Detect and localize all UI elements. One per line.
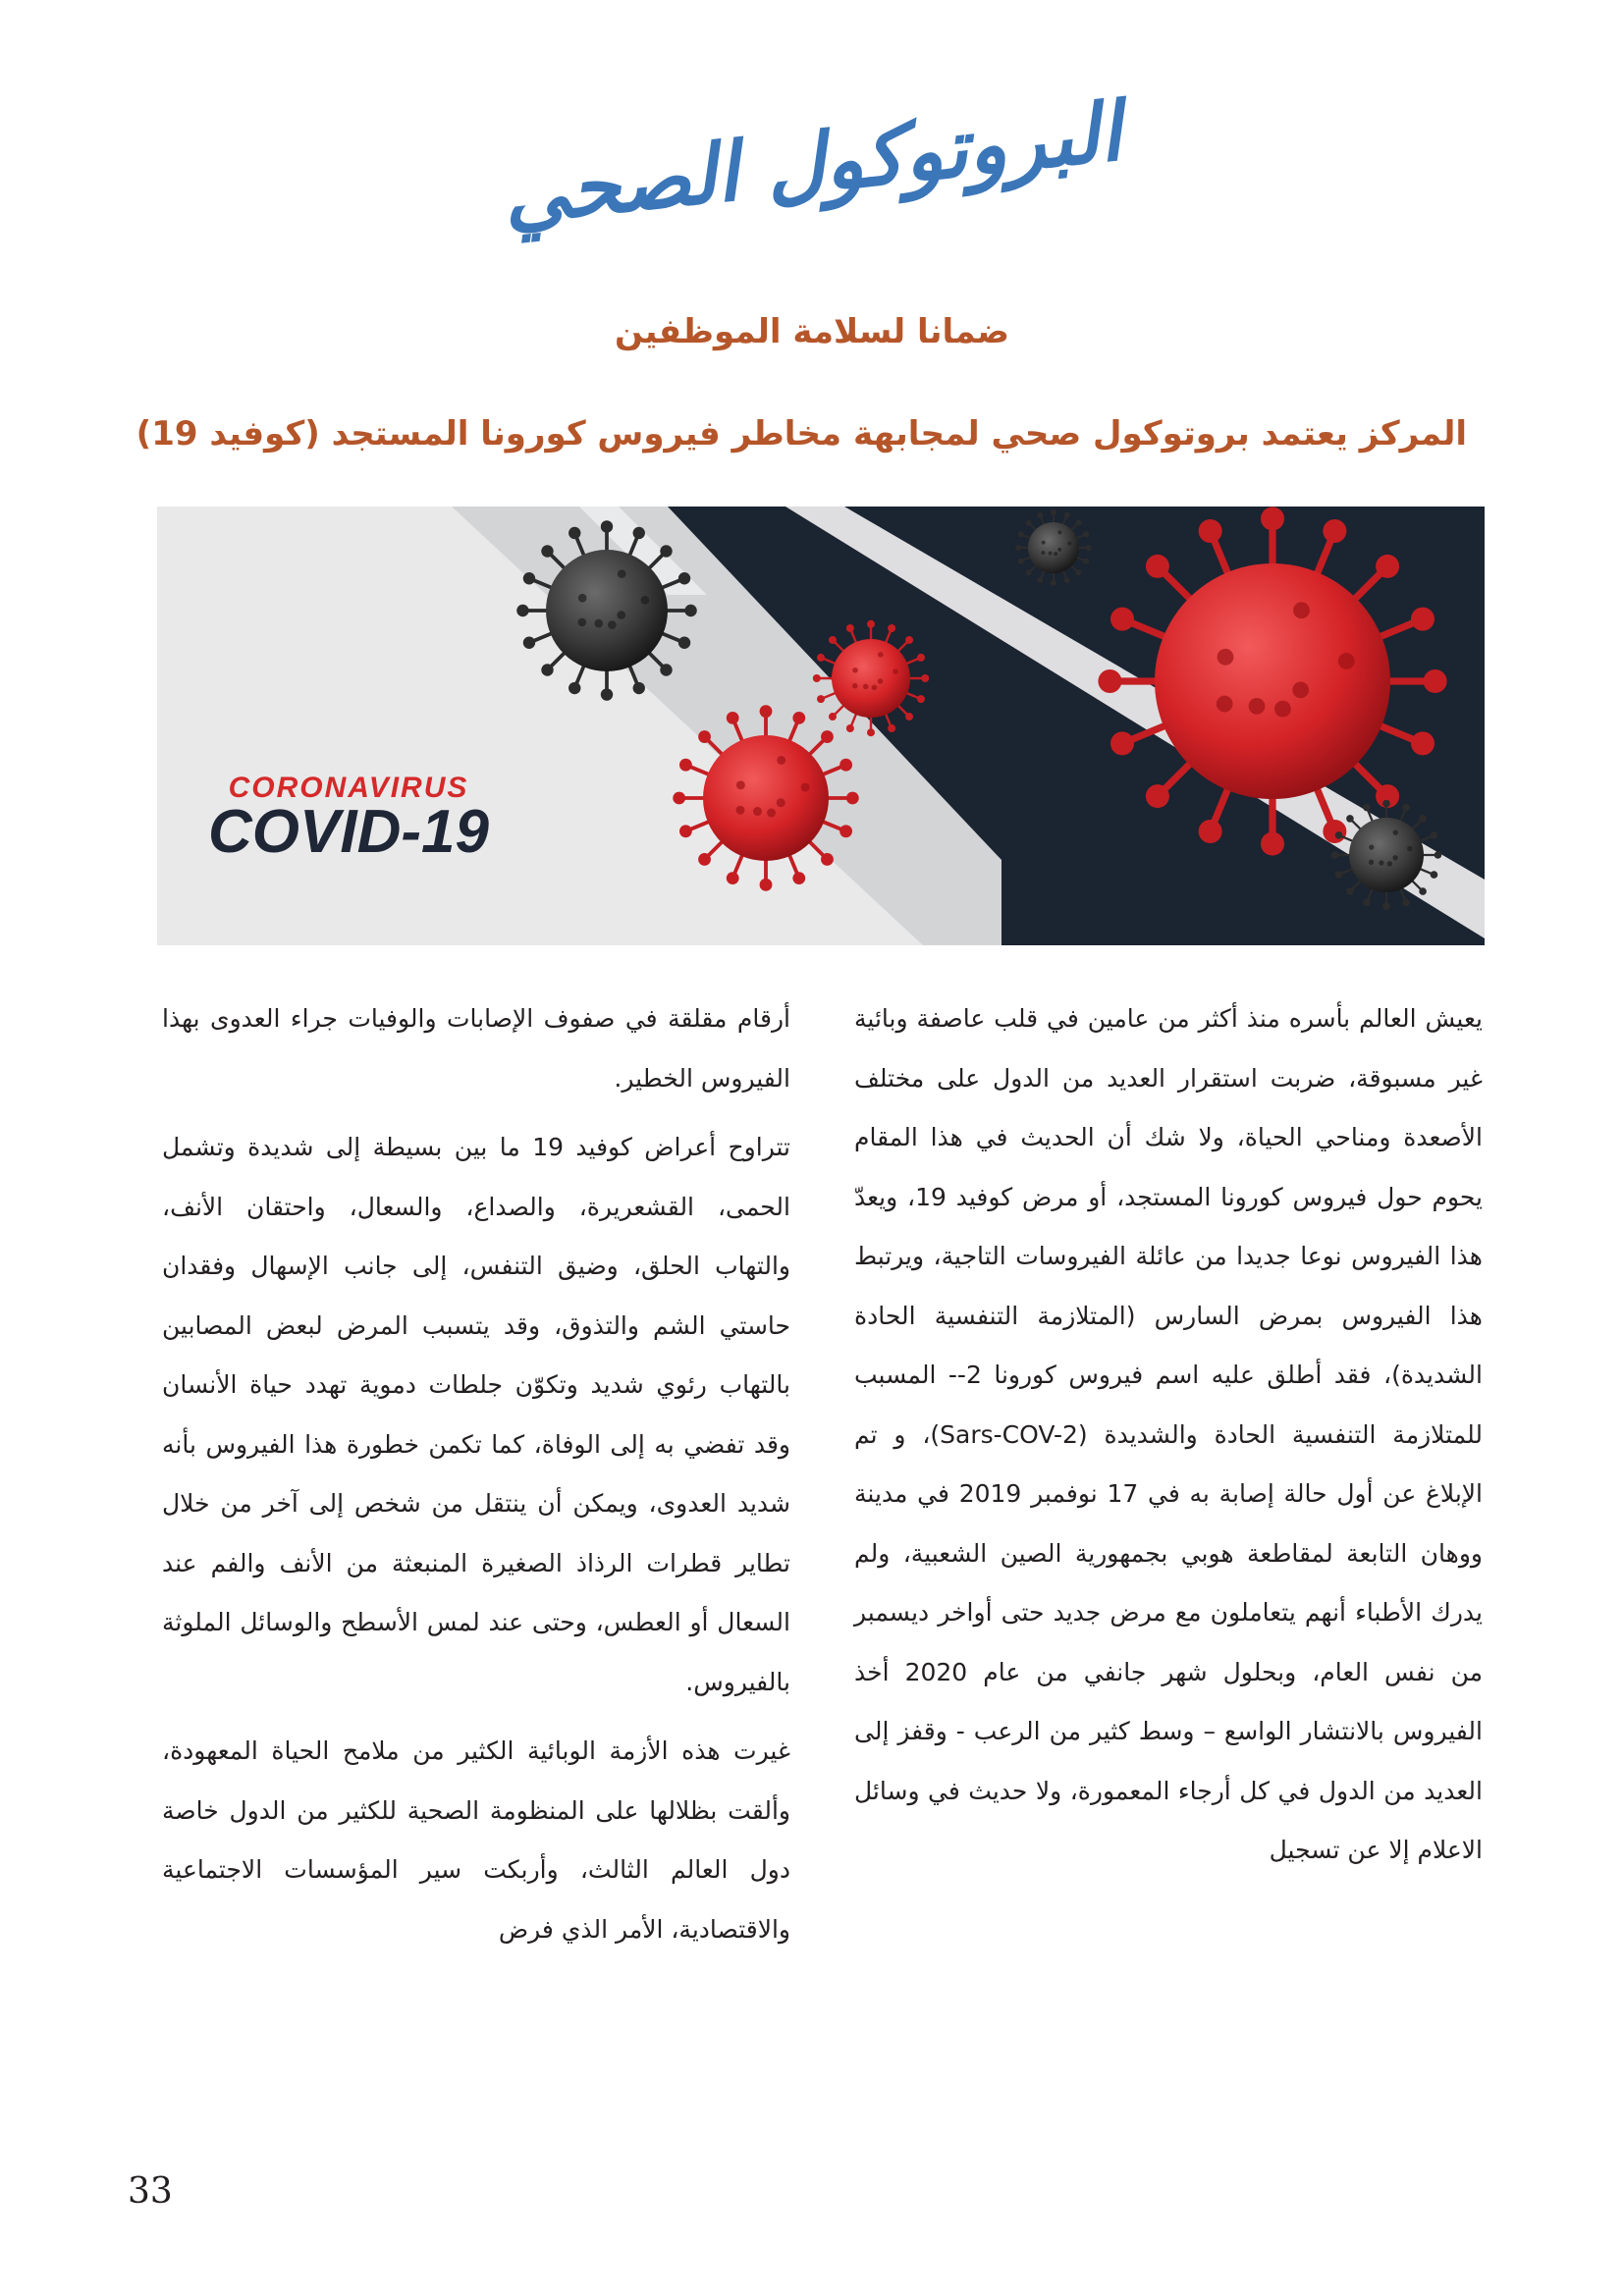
article-column-left: [162, 989, 790, 1969]
coronavirus-label: CORONAVIRUS: [228, 772, 469, 804]
paragraph: تتراوح أعراض كوفيد 19 ما بين بسيطة إلى شديدة وتشمل الحمى، القشعريرة، والصداع، والسعال، واحتقان الأنف، والتهاب الحلق، وضيق التنفس، إلى جانب الإسهال وفقدان حاستي الشم والتذوق، وقد يتسبب المرض لبعض المصابين بالتهاب رئوي شديد وتكوّن جلطات دموية تهدد حياة الأنسان وقد تفضي به إلى الوفاة، كما تكمن خطورة هذا الفيروس بأنه شديد العدوى، ويمكن أن ينتقل من شخص إلى آخر من خلال تطاير قطرات الرذاذ الصغيرة المنبعثة من الأنف والفم عند السعال أو العطس، وحتى عند لمس الأسطح والوسائل الملوثة بالفيروس.: [162, 1133, 790, 1696]
dark-virus-particle: [1331, 800, 1441, 910]
page-number: 33: [128, 2171, 173, 2212]
red-virus-particle: [1098, 507, 1446, 855]
covid19-label: COVID-19: [208, 798, 489, 866]
page-subtitle: ضمانا لسلامة الموظفين: [615, 312, 1009, 351]
covid-banner-graphic: [157, 507, 1485, 945]
paragraph: يعيش العالم بأسره منذ أكثر من عامين في قلب عاصفة وبائية غير مسبوقة، ضربت استقرار العديد من الدول على مختلف الأصعدة ومناحي الحياة، ولا شك أن الحديث في هذا المقام يحوم حول فيروس كورونا المستجد، أو مرض كوفيد 19، ويعدّ هذا الفيروس نوعا جديدا من عائلة الفيروسات التاجية، ويرتبط هذا الفيروس بمرض السارس (المتلازمة التنفسية الحادة الشديدة)، فقد أطلق عليه اسم فيروس كورونا 2-- المسبب للمتلازمة التنفسية الحادة والشديدة (Sars-COV-2)، و تم الإبلاغ عن أول حالة إصابة به في 17 نوفمبر 2019 في مدينة ووهان التابعة لمقاطعة هوبي بجمهورية الصين الشعبية، ولم يدرك الأطباء أنهم يتعاملون مع مرض جديد حتى أواخر ديسمبر من نفس العام، وبحلول شهر جانفي من عام 2020 أخذ الفيروس بالانتشار الواسع – وسط كثير من الرعب - وقفز إلى العديد من الدول في كل أرجاء المعمورة، ولا حديث في وسائل الاعلام إلا عن تسجيل: [854, 1004, 1483, 1864]
covid-banner-image: [157, 507, 1485, 945]
article-column-right: [854, 989, 1483, 1891]
paragraph: أرقام مقلقة في صفوف الإصابات والوفيات جراء العدوى بهذا الفيروس الخطير.: [162, 1004, 790, 1093]
red-virus-particle: [673, 705, 858, 890]
red-virus-particle: [813, 620, 929, 736]
paragraph: غيرت هذه الأزمة الوبائية الكثير من ملامح الحياة المعهودة، وألقت بظلالها على المنظومة الصحية للكثير من الدول خاصة دول العالم الثالث، وأربكت سير المؤسسات الاجتماعية والاقتصادية، الأمر الذي فرض: [162, 1736, 790, 1944]
article-headline: المركز يعتمد بروتوكول صحي لمجابهة مخاطر فيروس كورونا المستجد (كوفيد 19): [135, 414, 1467, 454]
dark-virus-particle: [1015, 509, 1092, 586]
dark-virus-particle: [516, 520, 697, 701]
page-title: البروتوكول الصحي: [498, 84, 1126, 243]
